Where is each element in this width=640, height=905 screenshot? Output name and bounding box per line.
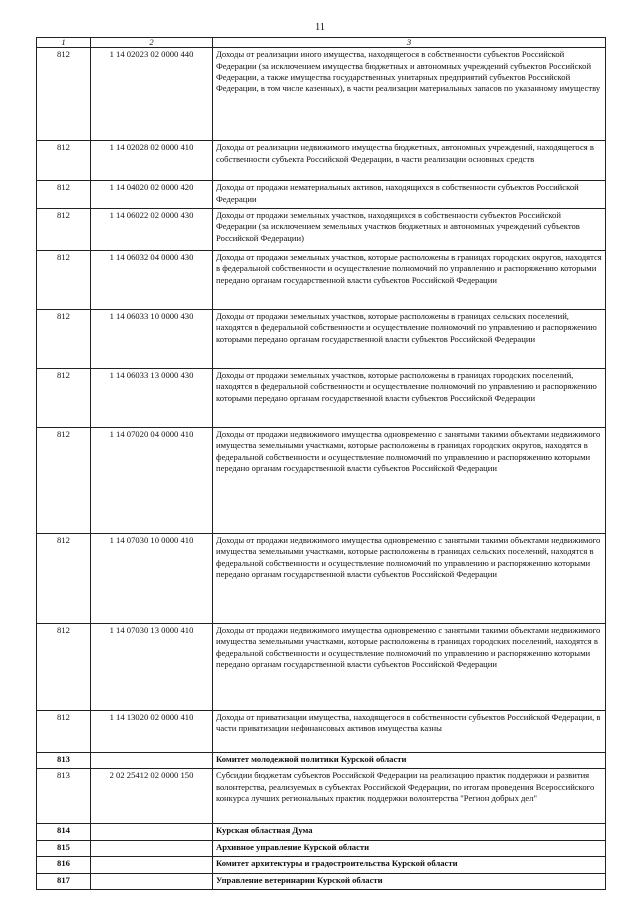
table-row [37, 209, 606, 251]
admin-code: 812 [37, 310, 91, 369]
revenue-code [91, 840, 213, 856]
revenue-name: Доходы от продажи недвижимого имущества одновременно с занятыми такими объектами недвижимого имущества земельными участками, которые расположены в границах городских поселений, находятся в федеральной собственности и осуществление полномочий по управлению и распоряжению которыми передано органам государственной власти субъектов Российской Федерации [213, 624, 606, 711]
table-row [37, 711, 606, 753]
table-row [37, 141, 606, 181]
admin-code: 812 [37, 181, 91, 209]
revenue-code [91, 824, 213, 840]
revenue-code: 1 14 02028 02 0000 410 [91, 141, 213, 181]
revenue-code: 1 14 07020 04 0000 410 [91, 428, 213, 534]
revenue-code: 1 14 06022 02 0000 430 [91, 209, 213, 251]
admin-code: 813 [37, 753, 91, 769]
admin-code: 817 [37, 873, 91, 889]
table-row [37, 769, 606, 824]
admin-code: 812 [37, 624, 91, 711]
page-number: 11 [314, 22, 326, 33]
table-row [37, 251, 606, 310]
table-row [37, 181, 606, 209]
table-row [37, 624, 606, 711]
revenue-name: Доходы от продажи земельных участков, находящихся в собственности субъектов Российской Федерации (за исключением земельных участков бюджетных и автономных учреждений субъектов Российской Федерации) [213, 209, 606, 251]
department-name: Управление ветеринарии Курской области [213, 873, 606, 889]
column-header-3: 3 [213, 38, 606, 48]
revenue-name: Доходы от приватизации имущества, находящегося в собственности субъектов Российской Федерации, в части приватизации нефинансовых активов имущества казны [213, 711, 606, 753]
table-row-section [37, 840, 606, 856]
table-row [37, 310, 606, 369]
table-row-section [37, 873, 606, 889]
admin-code: 815 [37, 840, 91, 856]
admin-code: 812 [37, 711, 91, 753]
revenue-code: 1 14 06033 13 0000 430 [91, 369, 213, 428]
admin-code: 812 [37, 428, 91, 534]
column-header-2: 2 [91, 38, 213, 48]
table-row [37, 48, 606, 141]
revenue-name: Доходы от продажи нематериальных активов, находящихся в собственности субъектов Российской Федерации [213, 181, 606, 209]
department-name: Архивное управление Курской области [213, 840, 606, 856]
admin-code: 813 [37, 769, 91, 824]
admin-code: 812 [37, 209, 91, 251]
admin-code: 816 [37, 857, 91, 873]
revenue-name: Доходы от продажи земельных участков, которые расположены в границах городских округов, находятся в федеральной собственности и осуществление полномочий по управлению и распоряжению которыми передано органам государственной власти субъектов Российской Федерации [213, 251, 606, 310]
revenue-name: Доходы от продажи земельных участков, которые расположены в границах сельских поселений, находятся в федеральной собственности и осуществление полномочий по управлению и распоряжению которыми передано органам государственной власти субъектов Российской Федерации [213, 310, 606, 369]
admin-code: 812 [37, 369, 91, 428]
revenue-code: 1 14 07030 13 0000 410 [91, 624, 213, 711]
admin-code: 812 [37, 534, 91, 624]
revenue-code: 1 14 04020 02 0000 420 [91, 181, 213, 209]
table-header-row [37, 38, 606, 48]
admin-code: 812 [37, 48, 91, 141]
revenue-name: Субсидии бюджетам субъектов Российской Федерации на реализацию практик поддержки и развития волонтерства, реализуемых в субъектах Российской Федерации, по итогам проведения Всероссийского конкурса лучших региональных практик поддержки волонтерства "Регион добрых дел" [213, 769, 606, 824]
admin-code: 812 [37, 141, 91, 181]
revenue-code: 1 14 06033 10 0000 430 [91, 310, 213, 369]
revenue-code: 1 14 13020 02 0000 410 [91, 711, 213, 753]
department-name: Комитет архитектуры и градостроительства Курской области [213, 857, 606, 873]
table-row [37, 369, 606, 428]
admin-code: 812 [37, 251, 91, 310]
revenue-code: 1 14 06032 04 0000 430 [91, 251, 213, 310]
table-row-section [37, 824, 606, 840]
revenue-code: 1 14 02023 02 0000 440 [91, 48, 213, 141]
revenue-name: Доходы от реализации иного имущества, находящегося в собственности субъектов Российской Федерации (за исключением имущества бюджетных и автономных учреждений субъектов Российской Федерации, а также имущества государственных унитарных предприятий субъектов Российской Федерации, в том числе казенных), в части реализации материальных запасов по указанному имуществу [213, 48, 606, 141]
table-row-section [37, 857, 606, 873]
revenue-name: Доходы от продажи земельных участков, которые расположены в границах городских поселений, находятся в федеральной собственности и осуществление полномочий по управлению и распоряжению которыми передано органам государственной власти субъектов Российской Федерации [213, 369, 606, 428]
table-row-section [37, 753, 606, 769]
column-header-1: 1 [37, 38, 91, 48]
table-row [37, 534, 606, 624]
revenue-code [91, 753, 213, 769]
revenue-name: Доходы от продажи недвижимого имущества одновременно с занятыми такими объектами недвижимого имущества земельными участками, которые расположены в границах городских округов, находятся в федеральной собственности и осуществление полномочий по управлению и распоряжению которыми передано органам государственной власти субъектов Российской Федерации [213, 428, 606, 534]
revenue-name: Доходы от реализации недвижимого имущества бюджетных, автономных учреждений, находящегося в собственности субъекта Российской Федерации, в части реализации основных средств [213, 141, 606, 181]
department-name: Комитет молодежной политики Курской области [213, 753, 606, 769]
revenue-code: 1 14 07030 10 0000 410 [91, 534, 213, 624]
admin-code: 814 [37, 824, 91, 840]
revenue-code [91, 857, 213, 873]
department-name: Курская областная Дума [213, 824, 606, 840]
revenue-name: Доходы от продажи недвижимого имущества одновременно с занятыми такими объектами недвижимого имущества земельными участками, которые расположены в границах сельских поселений, находятся в федеральной собственности и осуществление полномочий по управлению и распоряжению которыми передано органам государственной власти субъектов Российской Федерации [213, 534, 606, 624]
revenue-codes-table [36, 37, 606, 890]
table-row [37, 428, 606, 534]
revenue-code: 2 02 25412 02 0000 150 [91, 769, 213, 824]
revenue-code [91, 873, 213, 889]
